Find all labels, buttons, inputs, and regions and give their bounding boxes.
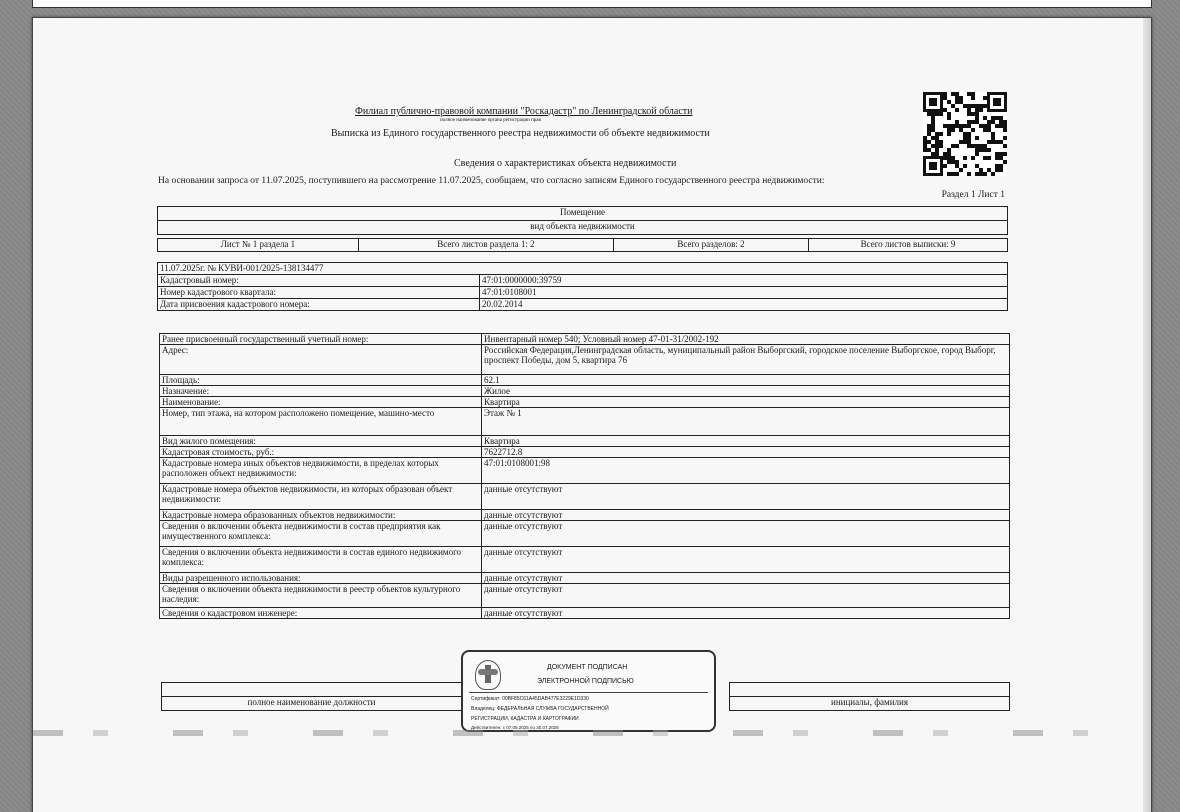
cadastral-value: 47:01:0108001 [480, 287, 1008, 299]
detail-label: Площадь: [160, 375, 482, 386]
detail-value: данные отсутствуют [482, 547, 1010, 573]
table-row [160, 510, 1010, 521]
detail-value: 62.1 [482, 375, 1010, 386]
detail-value: Инвентарный номер 540; Условный номер 47-01-31/2002-192 [482, 334, 1010, 345]
total-sheets-section: Всего листов раздела 1: 2 [359, 239, 614, 252]
table-row [160, 584, 1010, 608]
extract-title: Выписка из Единого государственного реестра недвижимости об объекте недвижимости [331, 128, 710, 139]
detail-value: Этаж № 1 [482, 408, 1010, 436]
detail-label: Сведения о включении объекта недвижимости в состав единого недвижимого комплекса: [160, 547, 482, 573]
detail-label: Сведения о кадастровом инженере: [160, 608, 482, 619]
total-sections: Всего разделов: 2 [614, 239, 809, 252]
table-row [160, 334, 1010, 345]
sheet-number: Лист № 1 раздела 1 [158, 239, 359, 252]
detail-label: Сведения о включении объекта недвижимости в состав предприятия как имущественного комплекса: [160, 521, 482, 547]
detail-label: Виды разрешенного использования: [160, 573, 482, 584]
detail-value: данные отсутствуют [482, 573, 1010, 584]
detail-value: данные отсутствуют [482, 484, 1010, 510]
coat-of-arms-icon [475, 660, 501, 690]
stamp-certificate: Сертификат: 00BF85C61A45DAB477E3229E1D330 [471, 696, 589, 702]
cadastral-label: Дата присвоения кадастрового номера: [158, 299, 480, 311]
cadastral-label: Номер кадастрового квартала: [158, 287, 480, 299]
authority-caption: полное наименование органа регистрации прав [440, 118, 541, 123]
detail-label: Кадастровые номера образованных объектов недвижимости: [160, 510, 482, 521]
detail-label: Номер, тип этажа, на котором расположено помещение, машино-место [160, 408, 482, 436]
table-row [160, 375, 1010, 386]
detail-label: Кадастровые номера объектов недвижимости, из которых образован объект недвижимости: [160, 484, 482, 510]
document-page [32, 17, 1152, 812]
detail-value: данные отсутствуют [482, 584, 1010, 608]
name-caption: инициалы, фамилия [730, 697, 1010, 711]
stamp-line-2: ЭЛЕКТРОННОЙ ПОДПИСЬЮ [537, 678, 634, 685]
table-row [160, 408, 1010, 436]
table-row [160, 608, 1010, 619]
table-row [160, 573, 1010, 584]
object-type-caption: вид объекта недвижимости [158, 221, 1008, 235]
cadastral-value: 20.02.2014 [480, 299, 1008, 311]
table-row [160, 521, 1010, 547]
detail-value: данные отсутствуют [482, 510, 1010, 521]
electronic-signature-stamp [461, 650, 716, 732]
section-sheet-label: Раздел 1 Лист 1 [941, 190, 1005, 200]
table-row [160, 345, 1010, 375]
table-row [160, 386, 1010, 397]
object-type: Помещение [158, 207, 1008, 221]
qr-code [923, 92, 1007, 176]
detail-label: Назначение: [160, 386, 482, 397]
authority-name: Филиал публично-правовой компании "Роскадастр" по Ленинградской области [355, 106, 693, 117]
position-caption: полное наименование должности [162, 697, 462, 711]
detail-label: Кадастровая стоимость, руб.: [160, 447, 482, 458]
cadastral-table [157, 262, 1008, 311]
table-row [160, 436, 1010, 447]
stamp-line-1: ДОКУМЕНТ ПОДПИСАН [547, 664, 628, 671]
detail-value: Российская Федерация,Ленинградская область, муниципальный район Выборгский, городское поселение Выборгское, город Выборг, проспект Победы, дом 5, квартира 76 [482, 345, 1010, 375]
detail-label: Кадастровые номера иных объектов недвижимости, в пределах которых расположен объект недвижимости: [160, 458, 482, 484]
total-sheets-extract: Всего листов выписки: 9 [809, 239, 1008, 252]
stamp-owner-2: РЕГИСТРАЦИИ, КАДАСТРА И КАРТОГРАФИИ [471, 716, 579, 722]
detail-value: данные отсутствуют [482, 608, 1010, 619]
detail-label: Ранее присвоенный государственный учетный номер: [160, 334, 482, 345]
table-row [160, 447, 1010, 458]
detail-label: Сведения о включении объекта недвижимости в реестр объектов культурного наследия: [160, 584, 482, 608]
stamp-validity: Действителен: с 07.05.2025 по 30.07.2026 [471, 725, 559, 730]
previous-page-edge [32, 0, 1152, 8]
table-row [160, 458, 1010, 484]
table-row [160, 547, 1010, 573]
detail-label: Адрес: [160, 345, 482, 375]
detail-value: данные отсутствуют [482, 521, 1010, 547]
stamp-owner: Владелец: ФЕДЕРАЛЬНАЯ СЛУЖБА ГОСУДАРСТВЕННОЙ [471, 706, 609, 712]
basis-text: На основании запроса от 11.07.2025, поступившего на рассмотрение 11.07.2025, сообщаем, что согласно записям Единого государственного реестра недвижимости: [158, 176, 825, 186]
details-table [159, 333, 1010, 619]
object-type-table [157, 206, 1008, 235]
doc-reference: 11.07.2025г. № КУВИ-001/2025-138134477 [158, 263, 1008, 275]
cadastral-label: Кадастровый номер: [158, 275, 480, 287]
section-title: Сведения о характеристиках объекта недвижимости [454, 158, 677, 169]
detail-value: Квартира [482, 436, 1010, 447]
table-row [160, 484, 1010, 510]
detail-label: Наименование: [160, 397, 482, 408]
detail-value: Квартира [482, 397, 1010, 408]
detail-value: Жилое [482, 386, 1010, 397]
detail-value: 7622712.8 [482, 447, 1010, 458]
sheets-table [157, 238, 1008, 252]
scan-artifact [33, 730, 1143, 736]
detail-label: Вид жилого помещения: [160, 436, 482, 447]
cadastral-value: 47:01:0000000:39759 [480, 275, 1008, 287]
table-row [160, 397, 1010, 408]
detail-value: 47:01:0108001:98 [482, 458, 1010, 484]
